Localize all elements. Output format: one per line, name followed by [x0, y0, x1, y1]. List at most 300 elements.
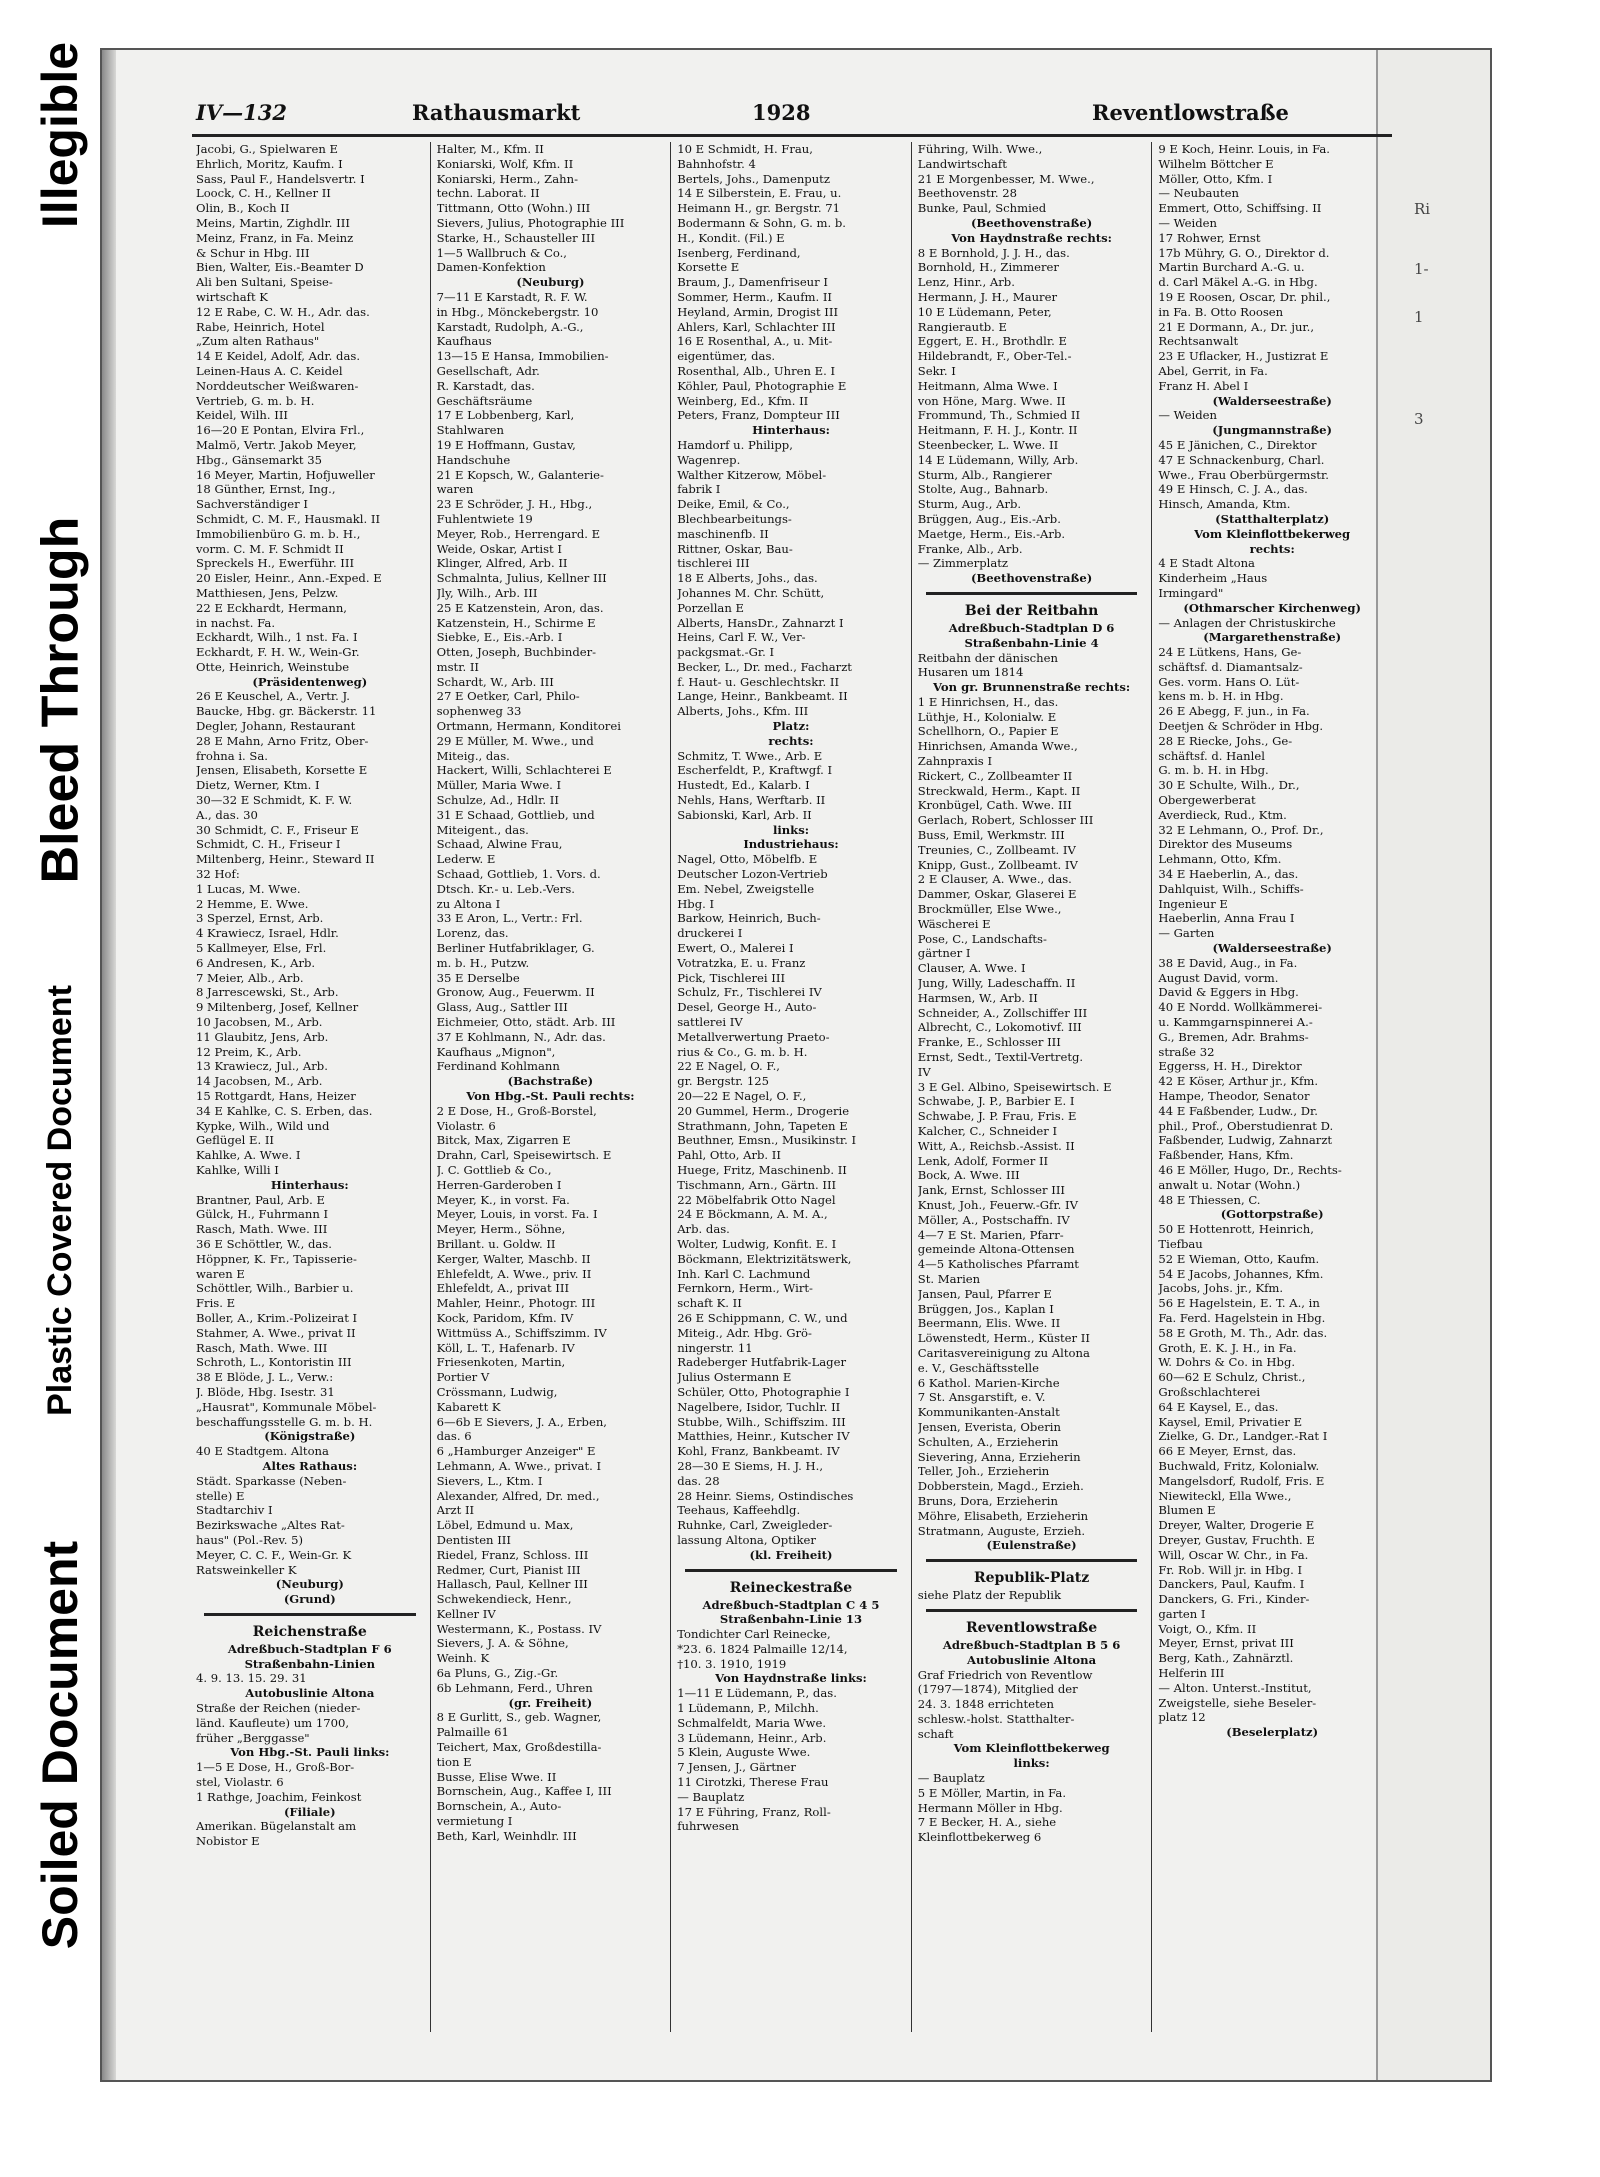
- directory-entry: Barkow, Heinrich, Buch-: [677, 911, 821, 926]
- section-rule: [685, 1569, 897, 1572]
- directory-entry: 40 E Stadtgem. Altona: [196, 1444, 329, 1459]
- directory-entry: anwalt u. Notar (Wohn.): [1158, 1177, 1301, 1192]
- directory-entry: Huege, Fritz, Maschinenb. II: [677, 1162, 847, 1177]
- directory-entry: 2 E Clauser, A. Wwe., das.: [917, 872, 1072, 887]
- directory-entry: 17b Mühry, G. O., Direktor d.: [1158, 245, 1330, 260]
- cross-street-label: (Jungmannstraße): [1212, 423, 1333, 438]
- directory-entry: 5 Kallmeyer, Else, Frl.: [196, 941, 327, 956]
- directory-entry: Lenz, Hinr., Arb.: [917, 275, 1015, 290]
- street-heading: Reventlowstraße: [965, 1619, 1098, 1636]
- directory-entry: Eckhardt, F. H. W., Wein-Gr.: [196, 645, 360, 660]
- directory-entry: Frommund, Th., Schmied II: [917, 408, 1081, 423]
- cross-street-label: Vom Kleinflottbekerweg: [953, 1741, 1110, 1756]
- directory-entry: Karstadt, Rudolph, A.-G.,: [436, 319, 584, 334]
- directory-entry: straße 32: [1158, 1044, 1215, 1059]
- directory-entry: Kaufhaus „Mignon",: [436, 1044, 556, 1059]
- directory-entry: Sievering, Anna, Erzieherin: [917, 1449, 1081, 1464]
- directory-entry: fuhrwesen: [677, 1819, 740, 1834]
- directory-entry: Nobistor E: [196, 1834, 260, 1849]
- directory-entry: packgsmat.-Gr. I: [677, 645, 775, 660]
- directory-entry: Friesenkoten, Martin,: [436, 1355, 566, 1370]
- directory-entry: haus" (Pol.-Rev. 5): [196, 1532, 303, 1547]
- directory-entry: Müller, Maria Wwe. I: [436, 778, 562, 793]
- street-heading: Reichenstraße: [252, 1623, 367, 1640]
- directory-entry: 21 E Morgenbesser, M. Wwe.,: [917, 171, 1095, 186]
- cross-street-label: (Präsidentenweg): [252, 674, 368, 689]
- directory-entry: Rangierautb. E: [917, 319, 1007, 334]
- directory-entry: Spreckels H., Ewerführ. III: [196, 556, 355, 571]
- cross-street-label: Adreßbuch-Stadtplan C 4 5: [702, 1597, 880, 1612]
- directory-entry: Wäscherei E: [917, 916, 991, 931]
- directory-entry: Meyer, Herm., Söhne,: [436, 1222, 566, 1237]
- directory-entry: Meyer, Ernst, privat III: [1158, 1636, 1294, 1651]
- directory-entry: 36 E Schöttler, W., das.: [196, 1236, 332, 1251]
- directory-entry: Meinz, Franz, in Fa. Meinz: [196, 230, 354, 245]
- directory-entry: Reitbahn der dänischen: [917, 650, 1058, 665]
- directory-entry: Desel, George H., Auto-: [677, 1000, 817, 1015]
- directory-entry: Streckwald, Herm., Kapt. II: [917, 783, 1081, 798]
- directory-entry: Wwe., Frau Oberbürgermstr.: [1158, 467, 1329, 482]
- directory-entry: Lorenz, das.: [436, 926, 509, 941]
- directory-entry: Boller, A., Krim.-Polizeirat I: [196, 1310, 358, 1325]
- directory-entry: „Zum alten Rathaus": [196, 334, 320, 349]
- directory-entry: 9 Miltenberg, Josef, Kellner: [196, 1000, 359, 1015]
- directory-entry: Sekr. I: [917, 363, 956, 378]
- directory-entry: 2 Hemme, E. Wwe.: [196, 896, 309, 911]
- bleed-fragment: 3: [1414, 410, 1424, 428]
- directory-entry: Olin, B., Koch II: [196, 201, 290, 216]
- directory-entry: Hustedt, Ed., Kalarb. I: [677, 778, 810, 793]
- directory-entry: 23 E Uflacker, H., Justizrat E: [1158, 349, 1329, 364]
- directory-entry: 38 E Blöde, J. L., Verw.:: [196, 1370, 334, 1385]
- cross-street-label: Altes Rathaus:: [262, 1458, 358, 1473]
- directory-entry: 28 E Mahn, Arno Fritz, Ober-: [196, 733, 369, 748]
- directory-entry: 3 Sperzel, Ernst, Arb.: [196, 911, 324, 926]
- bleed-fragment: 1-: [1414, 260, 1429, 278]
- directory-entry: Dammer, Oskar, Glaserei E: [917, 887, 1077, 902]
- directory-entry: 3 E Gel. Albino, Speisewirtsch. E: [917, 1079, 1112, 1094]
- directory-entry: Teichert, Max, Großdestilla-: [436, 1740, 602, 1755]
- directory-entry: Schaad, Alwine Frau,: [436, 837, 563, 852]
- directory-entry: 22 Möbelfabrik Otto Nagel: [677, 1192, 836, 1207]
- directory-entry: Heimann H., gr. Bergstr. 71: [677, 201, 840, 216]
- directory-entry: Dahlquist, Wilh., Schiffs-: [1158, 881, 1304, 896]
- directory-entry: 34 E Haeberlin, A., das.: [1158, 867, 1299, 882]
- directory-entry: 6 „Hamburger Anzeiger" E: [436, 1444, 596, 1459]
- cross-street-label: (Eulenstraße): [986, 1538, 1077, 1553]
- directory-entry: platz 12: [1158, 1710, 1206, 1725]
- directory-entry: Treunies, C., Zollbeamt. IV: [917, 842, 1076, 857]
- directory-entry: Ortmann, Hermann, Konditorei: [436, 719, 621, 734]
- directory-entry: 6b Lehmann, Ferd., Uhren: [436, 1680, 593, 1695]
- directory-entry: Schwekendieck, Henr.,: [436, 1592, 572, 1607]
- cross-street-label: (Beethovenstraße): [970, 215, 1093, 230]
- directory-entry: 22 E Eckhardt, Hermann,: [196, 600, 347, 615]
- directory-entry: Schöttler, Wilh., Barbier u.: [196, 1281, 354, 1296]
- directory-entry: das. 28: [677, 1473, 720, 1488]
- directory-entry: 8 E Gurlitt, S., geb. Wagner,: [436, 1710, 602, 1725]
- directory-entry: frohna i. Sa.: [196, 748, 268, 763]
- directory-column: [912, 142, 1153, 2032]
- directory-entry: f. Haut- u. Geschlechtskr. II: [677, 674, 840, 689]
- directory-entry: Ehlefeldt, A., privat III: [436, 1281, 570, 1296]
- directory-entry: Schüler, Otto, Photographie I: [677, 1384, 850, 1399]
- directory-entry: m. b. H., Putzw.: [436, 955, 530, 970]
- directory-entry: Westermann, K., Postass. IV: [436, 1621, 602, 1636]
- directory-entry: Blumen E: [1158, 1503, 1216, 1518]
- directory-entry: 2 E Dose, H., Groß-Borstel,: [436, 1103, 597, 1118]
- directory-entry: 20 Gummel, Herm., Drogerie: [677, 1103, 850, 1118]
- cross-street-label: (Beselerplatz): [1226, 1725, 1319, 1740]
- directory-entry: 64 E Kaysel, E., das.: [1158, 1399, 1279, 1414]
- directory-entry: Schmalnta, Julius, Kellner III: [436, 571, 607, 586]
- directory-entry: 24 E Lütkens, Hans, Ge-: [1158, 645, 1302, 660]
- directory-entry: Starke, H., Schausteller III: [436, 230, 596, 245]
- directory-column: [190, 142, 431, 2032]
- directory-entry: 66 E Meyer, Ernst, das.: [1158, 1444, 1297, 1459]
- directory-entry: 16 E Rosenthal, A., u. Mit-: [677, 334, 833, 349]
- directory-entry: Miteig., Adr. Hbg. Grö-: [677, 1325, 812, 1340]
- directory-entry: Geschäftsräume: [436, 393, 533, 408]
- cross-street-label: (Walderseestraße): [1212, 941, 1332, 956]
- directory-entry: 12 Preim, K., Arb.: [196, 1044, 302, 1059]
- directory-entry: Fr. Rob. Will jr. in Hbg. I: [1158, 1562, 1303, 1577]
- directory-entry: 30 E Schulte, Wilh., Dr.,: [1158, 778, 1300, 793]
- directory-entry: Kerger, Walter, Maschb. II: [436, 1251, 591, 1266]
- directory-entry: 26 E Schippmann, C. W., und: [677, 1310, 848, 1325]
- directory-entry: Irmingard": [1158, 585, 1224, 600]
- bleed-fragment: 1: [1414, 308, 1424, 326]
- directory-entry: 13 Krawiecz, Jul., Arb.: [196, 1059, 328, 1074]
- directory-entry: schaft: [917, 1726, 954, 1741]
- directory-entry: Kohl, Franz, Bankbeamt. IV: [677, 1444, 840, 1459]
- directory-entry: 1—11 E Lüdemann, P., das.: [677, 1686, 837, 1701]
- street-heading: Reineckestraße: [729, 1579, 853, 1596]
- directory-entry: Dreyer, Gustav, Fruchth. E: [1158, 1532, 1315, 1547]
- bleed-fragment: Ri: [1414, 200, 1431, 218]
- directory-entry: eigentümer, das.: [677, 349, 776, 364]
- directory-entry: Berg, Kath., Zahnärztl.: [1158, 1651, 1294, 1666]
- cross-street-label: (Grund): [283, 1592, 336, 1607]
- directory-entry: — Bauplatz: [677, 1789, 745, 1804]
- directory-entry: Arzt II: [436, 1503, 475, 1518]
- cross-street-label: Hinterhaus:: [752, 423, 830, 438]
- directory-entry: Norddeutscher Weißwaren-: [196, 378, 359, 393]
- directory-entry: Höppner, K. Fr., Tapisserie-: [196, 1251, 357, 1266]
- directory-entry: Otten, Joseph, Buchbinder-: [436, 645, 597, 660]
- directory-entry: Lenk, Adolf, Former II: [917, 1153, 1049, 1168]
- directory-entry: vermietung I: [436, 1814, 513, 1829]
- directory-entry: Graf Friedrich von Reventlow: [917, 1667, 1093, 1682]
- directory-entry: Lüthje, H., Kolonialw. E: [917, 709, 1057, 724]
- directory-entry: Beermann, Elis. Wwe. II: [917, 1316, 1061, 1331]
- directory-entry: Baucke, Hbg. gr. Bäckerstr. 11: [196, 704, 377, 719]
- directory-entry: 6 Kathol. Marien-Kirche: [917, 1375, 1060, 1390]
- directory-entry: lassung Altona, Optiker: [677, 1532, 816, 1547]
- directory-entry: Schmidt, C. H., Friseur I: [196, 837, 341, 852]
- directory-entry: 8 E Bornhold, J. J. H., das.: [917, 245, 1070, 260]
- directory-entry: Klinger, Alfred, Arb. II: [436, 556, 568, 571]
- page-number: IV—132: [196, 100, 287, 125]
- directory-entry: Sievers, Julius, Photographie III: [436, 215, 625, 230]
- directory-entry: Weinberg, Ed., Kfm. II: [677, 393, 809, 408]
- directory-entry: 60—62 E Schulz, Christ.,: [1158, 1370, 1306, 1385]
- directory-entry: Eggert, E. H., Brothdlr. E: [917, 334, 1067, 349]
- directory-entry: W. Dohrs & Co. in Hbg.: [1158, 1355, 1296, 1370]
- directory-entry: Alberts, Johs., Kfm. III: [677, 704, 809, 719]
- directory-entry: Ges. vorm. Hans O. Lüt-: [1158, 674, 1300, 689]
- directory-entry: 23 E Schröder, J. H., Hbg.,: [436, 497, 593, 512]
- directory-entry: 18 E Alberts, Johs., das.: [677, 571, 818, 586]
- cross-street-label: links:: [772, 822, 810, 837]
- directory-entry: Rechtsanwalt: [1158, 334, 1239, 349]
- directory-entry: Riedel, Franz, Schloss. III: [436, 1547, 589, 1562]
- directory-entry: Buss, Emil, Werkmstr. III: [917, 828, 1065, 843]
- directory-entry: Kleinflottbekerweg 6: [917, 1830, 1042, 1845]
- directory-entry: 8 Jarrescewski, St., Arb.: [196, 985, 339, 1000]
- directory-entry: Steenbecker, L. Wwe. II: [917, 437, 1059, 452]
- directory-entry: Matthiesen, Jens, Pelzw.: [196, 585, 339, 600]
- directory-entry: Vertrieb, G. m. b. H.: [196, 393, 315, 408]
- directory-entry: Jly, Wilh., Arb. III: [436, 585, 538, 600]
- directory-entry: 4 Krawiecz, Israel, Hdlr.: [196, 926, 339, 941]
- directory-entry: Hallasch, Paul, Kellner III: [436, 1577, 588, 1592]
- cross-street-label: Adreßbuch-Stadtplan D 6: [948, 620, 1115, 635]
- directory-entry: stelle) E: [196, 1488, 245, 1503]
- directory-entry: Jank, Ernst, Schlosser III: [917, 1183, 1065, 1198]
- directory-entry: tischlerei III: [677, 556, 750, 571]
- directory-entry: Sass, Paul F., Handelsvertr. I: [196, 171, 365, 186]
- directory-entry: 19 E Roosen, Oscar, Dr. phil.,: [1158, 289, 1331, 304]
- directory-entry: Schulze, Ad., Hdlr. II: [436, 793, 559, 808]
- cross-street-label: rechts:: [1249, 541, 1295, 556]
- directory-entry: Lange, Heinr., Bankbeamt. II: [677, 689, 848, 704]
- directory-entry: Obergewerberat: [1158, 793, 1256, 808]
- directory-entry: Niewiteckl, Ella Wwe.,: [1158, 1488, 1292, 1503]
- directory-entry: 11 Glaubitz, Jens, Arb.: [196, 1029, 329, 1044]
- directory-entry: in Fa. B. Otto Roosen: [1158, 304, 1284, 319]
- margin-label: Plastic Covered Document: [40, 984, 79, 1416]
- directory-entry: sophenweg 33: [436, 704, 522, 719]
- cross-street-label: Platz:: [772, 719, 810, 734]
- directory-entry: Stahlwaren: [436, 423, 504, 438]
- directory-entry: Witt, A., Reichsb.-Assist. II: [917, 1138, 1075, 1153]
- directory-entry: 14 E Keidel, Adolf, Adr. das.: [196, 349, 360, 364]
- directory-entry: Eichmeier, Otto, städt. Arb. III: [436, 1015, 616, 1030]
- cross-street-label: Autobuslinie Altona: [245, 1686, 375, 1701]
- directory-entry: Blechbearbeitungs-: [677, 511, 792, 526]
- directory-entry: Schroth, L., Kontoristin III: [196, 1355, 352, 1370]
- directory-entry: das. 6: [436, 1429, 472, 1444]
- directory-entry: 42 E Köser, Arthur jr., Kfm.: [1158, 1074, 1319, 1089]
- directory-entry: 5 E Möller, Martin, in Fa.: [917, 1785, 1067, 1800]
- directory-entry: mstr. II: [436, 659, 479, 674]
- directory-entry: Palmaille 61: [436, 1725, 509, 1740]
- directory-entry: Heyland, Armin, Drogist III: [677, 304, 839, 319]
- directory-entry: Hackert, Willi, Schlachterei E: [436, 763, 612, 778]
- directory-entry: maschinenfb. II: [677, 526, 769, 541]
- directory-entry: Tondichter Carl Reinecke,: [677, 1627, 831, 1642]
- directory-entry: Arb. das.: [677, 1222, 730, 1237]
- directory-entry: Kommunikanten-Anstalt: [917, 1405, 1060, 1420]
- directory-entry: Braum, J., Damenfriseur I: [677, 275, 828, 290]
- cross-street-label: (Margarethenstraße): [1203, 630, 1342, 645]
- directory-entry: Brockmüller, Else Wwe.,: [917, 902, 1062, 917]
- directory-entry: kens m. b. H. in Hbg.: [1158, 689, 1284, 704]
- cross-street-label: Adreßbuch-Stadtplan F 6: [227, 1641, 392, 1656]
- directory-entry: J. C. Gottlieb & Co.,: [436, 1162, 552, 1177]
- directory-entry: 58 E Groth, M. Th., Adr. das.: [1158, 1325, 1328, 1340]
- directory-entry: 17 E Führing, Franz, Roll-: [677, 1804, 831, 1819]
- directory-entry: Zweigstelle, siehe Beseler-: [1158, 1695, 1317, 1710]
- directory-entry: Redmer, Curt, Pianist III: [436, 1562, 581, 1577]
- directory-entry: Jung, Willy, Ladeschaffn. II: [917, 976, 1076, 991]
- directory-entry: A., das. 30: [196, 807, 258, 822]
- directory-entry: Böckmann, Elektrizitätswerk,: [677, 1251, 852, 1266]
- directory-entry: Averdieck, Rud., Ktm.: [1158, 807, 1287, 822]
- directory-entry: Bruns, Dora, Erzieherin: [917, 1493, 1058, 1508]
- directory-entry: Lehmann, A. Wwe., privat. I: [436, 1458, 602, 1473]
- directory-entry: Kinderheim „Haus: [1158, 571, 1268, 586]
- directory-entry: Eckhardt, Wilh., 1 nst. Fa. I: [196, 630, 358, 645]
- directory-entry: Will, Oscar W. Chr., in Fa.: [1158, 1547, 1309, 1562]
- directory-entry: Wittmüss A., Schiffszimm. IV: [436, 1325, 607, 1340]
- directory-entry: 56 E Hagelstein, E. T. A., in: [1158, 1296, 1320, 1311]
- directory-entry: Stolte, Aug., Bahnarb.: [917, 482, 1049, 497]
- directory-entry: Sabionski, Karl, Arb. II: [677, 807, 812, 822]
- directory-entry: 10 E Schmidt, H. Frau,: [677, 142, 813, 156]
- directory-entry: Koniarski, Wolf, Kfm. II: [436, 156, 574, 171]
- directory-entry: Faßbender, Ludwig, Zahnarzt: [1158, 1133, 1333, 1148]
- directory-entry: Deike, Emil, & Co.,: [677, 497, 790, 512]
- directory-entry: Handschuhe: [436, 452, 511, 467]
- directory-entry: Knust, Joh., Feuerw.-Gfr. IV: [917, 1197, 1078, 1212]
- directory-entry: & Schur in Hbg. III: [196, 245, 310, 260]
- directory-entry: 35 E Derselbe: [436, 970, 520, 985]
- directory-entry: Drahn, Carl, Speisewirtsch. E: [436, 1148, 612, 1163]
- directory-entry: Immobilienbüro G. m. b. H.,: [196, 526, 361, 541]
- directory-entry: Ahlers, Karl, Schlachter III: [677, 319, 836, 334]
- directory-entry: Bornschein, Aug., Kaffee I, III: [436, 1784, 612, 1799]
- directory-entry: Martin Burchard A.-G. u.: [1158, 260, 1305, 275]
- directory-entry: 12 E Rabe, C. W. H., Adr. das.: [196, 304, 370, 319]
- directory-entry: u. Kammgarnspinnerei A.-: [1158, 1015, 1313, 1030]
- directory-entry: 24. 3. 1848 errichteten: [917, 1697, 1054, 1712]
- directory-entry: Ehlefeldt, A. Wwe., priv. II: [436, 1266, 592, 1281]
- directory-entry: (1797—1874), Mitglied der: [917, 1682, 1078, 1697]
- directory-entry: Kabarett K: [436, 1399, 501, 1414]
- directory-entry: „Hausrat", Kommunale Möbel-: [196, 1399, 377, 1414]
- directory-entry: David & Eggers in Hbg.: [1158, 985, 1299, 1000]
- directory-entry: Ruhnke, Carl, Zweigleder-: [677, 1518, 833, 1533]
- directory-entry: Rosenthal, Alb., Uhren E. I: [677, 363, 836, 378]
- directory-entry: Jansen, Paul, Pfarrer E: [917, 1286, 1052, 1301]
- directory-entry: Bornschein, A., Auto-: [436, 1799, 562, 1814]
- directory-entry: Hamdorf u. Philipp,: [677, 437, 793, 452]
- directory-entry: Ernst, Sedt., Textil-Vertretg.: [917, 1050, 1084, 1065]
- cross-street-label: Vom Kleinflottbekerweg: [1194, 526, 1351, 541]
- directory-entry: Otte, Heinrich, Weinstube: [196, 659, 350, 674]
- directory-entry: Loock, C. H., Kellner II: [196, 186, 331, 201]
- directory-entry: Hermann, J. H., Maurer: [917, 289, 1057, 304]
- cross-street-label: (Othmarscher Kirchenweg): [1183, 600, 1361, 615]
- directory-entry: Johannes M. Chr. Schütt,: [677, 585, 825, 600]
- directory-entry: gr. Bergstr. 125: [677, 1074, 769, 1089]
- directory-entry: G. m. b. H. in Hbg.: [1158, 763, 1269, 778]
- directory-entry: Fernkorn, Herm., Wirt-: [677, 1281, 813, 1296]
- directory-entry: Direktor des Museums: [1158, 837, 1293, 852]
- directory-column: [431, 142, 672, 2032]
- directory-entry: rius & Co., G. m. b. H.: [677, 1044, 808, 1059]
- directory-entry: Deetjen & Schröder in Hbg.: [1158, 719, 1324, 734]
- directory-entry: Berliner Hutfabriklager, G.: [436, 941, 595, 956]
- directory-entry: Straße der Reichen (nieder-: [196, 1701, 361, 1716]
- directory-entry: Nehls, Hans, Werftarb. II: [677, 793, 826, 808]
- directory-entry: Fuhlentwiete 19: [436, 511, 533, 526]
- cross-street-label: Straßenbahn-Linie 13: [719, 1612, 863, 1627]
- cross-street-label: Hinterhaus:: [270, 1177, 349, 1192]
- directory-entry: Dentisten III: [436, 1532, 511, 1547]
- cross-street-label: (Neuburg): [516, 275, 585, 290]
- directory-entry: Gülck, H., Fuhrmann I: [196, 1207, 329, 1222]
- directory-entry: Kaufhaus: [436, 334, 492, 349]
- directory-entry: Wagenrep.: [677, 452, 741, 467]
- directory-entry: Wilhelm Böttcher E: [1158, 156, 1274, 171]
- directory-entry: Katzenstein, H., Schirme E: [436, 615, 596, 630]
- directory-entry: Brüggen, Aug., Eis.-Arb.: [917, 511, 1061, 526]
- directory-entry: 14 E Silberstein, E. Frau, u.: [677, 186, 842, 201]
- directory-entry: Bornhold, H., Zimmerer: [917, 260, 1059, 275]
- directory-entry: 50 E Hottenrott, Heinrich,: [1158, 1222, 1314, 1237]
- directory-entry: 14 Jacobsen, M., Arb.: [196, 1074, 323, 1089]
- directory-entry: Nagelbere, Isidor, Tuchlr. II: [677, 1399, 841, 1414]
- directory-entry: — Garten: [1158, 926, 1215, 941]
- directory-entry: Stubbe, Wilh., Schiffszim. III: [677, 1414, 846, 1429]
- directory-entry: Kahlke, A. Wwe. I: [196, 1148, 301, 1163]
- directory-entry: Ratsweinkeller K: [196, 1562, 297, 1577]
- directory-entry: — Weiden: [1158, 215, 1217, 230]
- directory-entry: 10 Jacobsen, M., Arb.: [196, 1015, 323, 1030]
- directory-entry: in Hbg., Mönckebergstr. 10: [436, 304, 599, 319]
- directory-entry: Rabe, Heinrich, Hotel: [196, 319, 325, 334]
- directory-entry: Matthies, Heinr., Kutscher IV: [677, 1429, 850, 1444]
- directory-entry: Franz H. Abel I: [1158, 378, 1249, 393]
- directory-entry: Buchwald, Fritz, Kolonialw.: [1158, 1458, 1320, 1473]
- directory-entry: Danckers, Paul, Kaufm. I: [1158, 1577, 1305, 1592]
- directory-entry: Brantner, Paul, Arb. E: [196, 1192, 325, 1207]
- directory-entry: 14 E Lüdemann, Willy, Arb.: [917, 452, 1079, 467]
- directory-entry: Sachverständiger I: [196, 497, 308, 512]
- directory-entry: 26 E Keuschel, A., Vertr. J.: [196, 689, 350, 704]
- directory-entry: Heins, Carl F. W., Ver-: [677, 630, 806, 645]
- cross-street-label: Von gr. Brunnenstraße rechts:: [932, 680, 1131, 695]
- directory-entry: Metallverwertung Praeto-: [677, 1029, 830, 1044]
- directory-entry: 25 E Katzenstein, Aron, das.: [436, 600, 604, 615]
- section-rule: [926, 1609, 1138, 1612]
- directory-entry: 17 E Lobbenberg, Karl,: [436, 408, 575, 423]
- directory-entry: schaft K. II: [677, 1296, 742, 1311]
- directory-entry: Peters, Franz, Dompteur III: [677, 408, 840, 423]
- directory-entry: 13—15 E Hansa, Immobilien-: [436, 349, 609, 364]
- cross-street-label: (Gottorpstraße): [1220, 1207, 1324, 1222]
- directory-entry: Bertels, Johs., Damenputz: [677, 171, 830, 186]
- directory-entry: Meyer, Louis, in vorst. Fa. I: [436, 1207, 598, 1222]
- directory-entry: Rasch, Math. Wwe. III: [196, 1340, 328, 1355]
- directory-entry: 29 E Müller, M. Wwe., und: [436, 733, 594, 748]
- directory-entry: Weide, Oskar, Artist I: [436, 541, 562, 556]
- directory-entry: Miteig., das.: [436, 748, 510, 763]
- directory-entry: Schmidt, C. M. F., Hausmakl. II: [196, 511, 381, 526]
